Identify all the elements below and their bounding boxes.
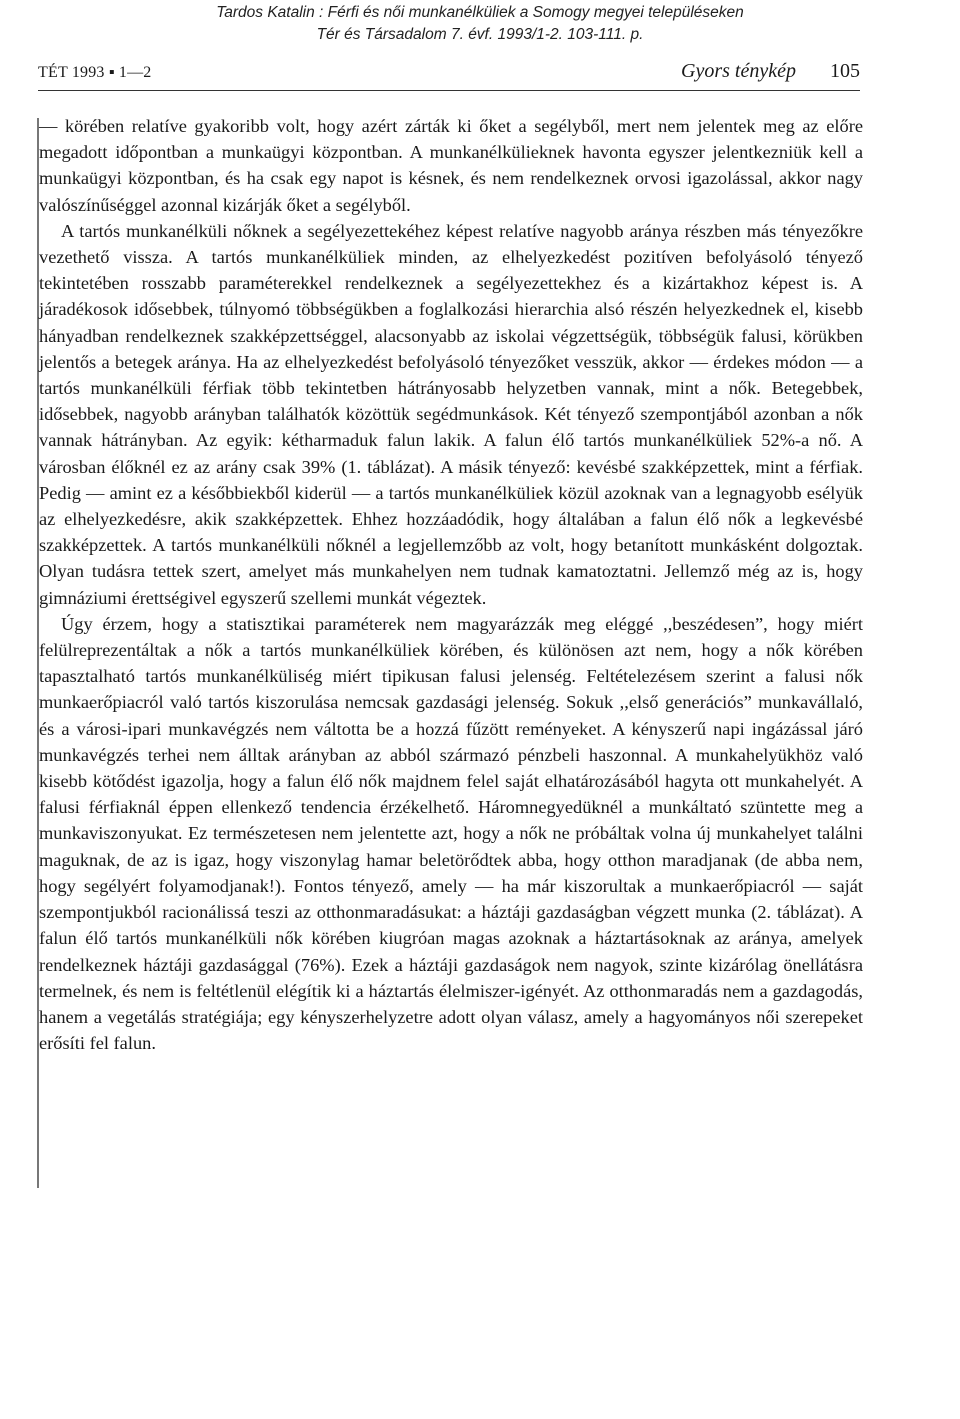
journal-label: TÉT 1993 ▪ 1—2 <box>38 64 152 81</box>
source-line-1: Tardos Katalin : Férfi és női munkanélküliek a Somogy megyei településeken <box>216 4 744 21</box>
running-header <box>38 60 860 91</box>
paragraph-3: Úgy érzem, hogy a statisztikai paraméterek nem magyarázzák meg eléggé ,,beszédesen”, hogy miért felülreprezentáltak a nők a tartós munkanélküliek körében, és különösen azt nem, hogy a nők körében tapasztalható tartós munkanélküliség miért tipikusan falusi jelenség. Feltételezésem szerint a falusi nők munkaerőpiacról való tartós kiszorulása nemcsak gazdasági jelenség. Sokuk ,,első generációs” munkavállaló, és a városi-ipari munkavégzés nem váltotta be a hozzá fűzött reményeket. A kényszerű napi ingázással járó munkavégzés terhei nem álltak arányban az abból származó pénzbeli haszonnal. A munkahelyükhöz való kisebb kötődést igazolja, hogy a falun élő nők majdnem felel saját elhatározásából hagyta ott munkahelyét. A falusi férfiaknál éppen ellenkező tendencia érzékelhető. Háromnegyedüknél a munkáltató szüntette meg a munkaviszonyukat. Ez természetesen nem jelentette azt, hogy a nők ne próbáltak volna új munkahelyet találni maguknak, de az is igaz, hogy viszonylag hamar beletörődtek abba, hogy otthon maradjanak (de abba nem, hogy segélyért folyamodjanak!). Fontos tényező, amely — ha már kiszorultak a munkaerőpiacról — saját szempontjukból racionálissá teszi az otthonmaradásukat: a háztáji gazdaságban végzett munka (2. táblázat). A falun élő tartós munkanélküli nők körében kiugróan magas azoknak a háztartásoknak az aránya, amelyek rendelkeznek háztáji gazdasággal (76%). Ezek a háztáji gazdaságok nem nagyok, szinte kizárólag önellátásra termelnek, és nem is feltétlenül elégítik ki a háztartás élelmiszer-igényét. Az otthonmaradás nem a gazdagodás, hanem a vegetálás stratégiája; egy kényszerhelyzetre adott olyan válasz, amely a hagyományos női szerepeket erősíti fel falun. <box>39 613 863 1054</box>
article-body <box>39 113 863 1056</box>
section-title: Gyors ténykép <box>681 60 796 82</box>
page-number: 105 <box>830 60 860 82</box>
paragraph-1: — körében relatíve gyakoribb volt, hogy azért zárták ki őket a segélyből, mert nem jelentek meg az előre megadott időpontban a munkaügyi központban. A munkanélkülieknek havonta egyszer jelentkezniük kell a munkaügyi központban, és ha csak egy napot is késnek, és nem rendelkeznek orvosi igazolással, akkor nagy valószínűséggel azonnal kizárják őket a segélyből. <box>39 116 863 215</box>
source-line-2: Tér és Társadalom 7. évf. 1993/1-2. 103-111. p. <box>316 26 644 43</box>
source-citation <box>0 2 960 46</box>
paragraph-2: A tartós munkanélküli nőknek a segélyezettekéhez képest relatíve nagyobb aránya részben más tényezőkre vezethető vissza. A tartós munkanélküliek minden, az elhelyezkedést pozitíven befolyásoló tényező tekintetében rosszabb paraméterekkel rendelkeznek a segélyezettekhez és a kizártakhoz képest is. A járadékosok idősebbek, túlnyomó többségükben a foglalkozási hierarchia alsó részén helyezkednek el, kisebb hányadban rendelkeznek szakképzettséggel, alacsonyabb az iskolai végzettségük, többségük falusi, körükben jelentős a betegek aránya. Ha az elhelyezkedést befolyásoló tényezőket vesszük, akkor — érdekes módon — a tartós munkanélküli férfiak több tekintetben hátrányosabb helyzetben vannak, mint a nők. Betegebbek, idősebbek, nagyobb arányban találhatók közöttük segédmunkások. Két tényező szempontjából azonban a nők vannak hátrányban. Az egyik: kétharmaduk falun lakik. A falun élő tartós munkanélküliek 52%-a nő. A városban élőknél ez az arány csak 39% (1. táblázat). A másik tényező: kevésbé szakképzettek, mint a férfiak. Pedig — amint ez a későbbiekből kiderül — a tartós munkanélküliek közül azoknak van a legnagyobb esélyük az elhelyezkedésre, akik szakképzettek. Ehhez hozzáadódik, hogy általában a falun élő nők a legkevésbé szakképzettek. A tartós munkanélküli nőknél a legjellemzőbb az volt, hogy betanított munkásként dolgoztak. Olyan tudásra tettek szert, amelyet más munkahelyen nem tudnak kamatoztatni. Jellemző még az is, hogy gimnáziumi érettségivel egyszerű szellemi munkát végeztek. <box>39 220 863 608</box>
header-right <box>681 60 860 83</box>
